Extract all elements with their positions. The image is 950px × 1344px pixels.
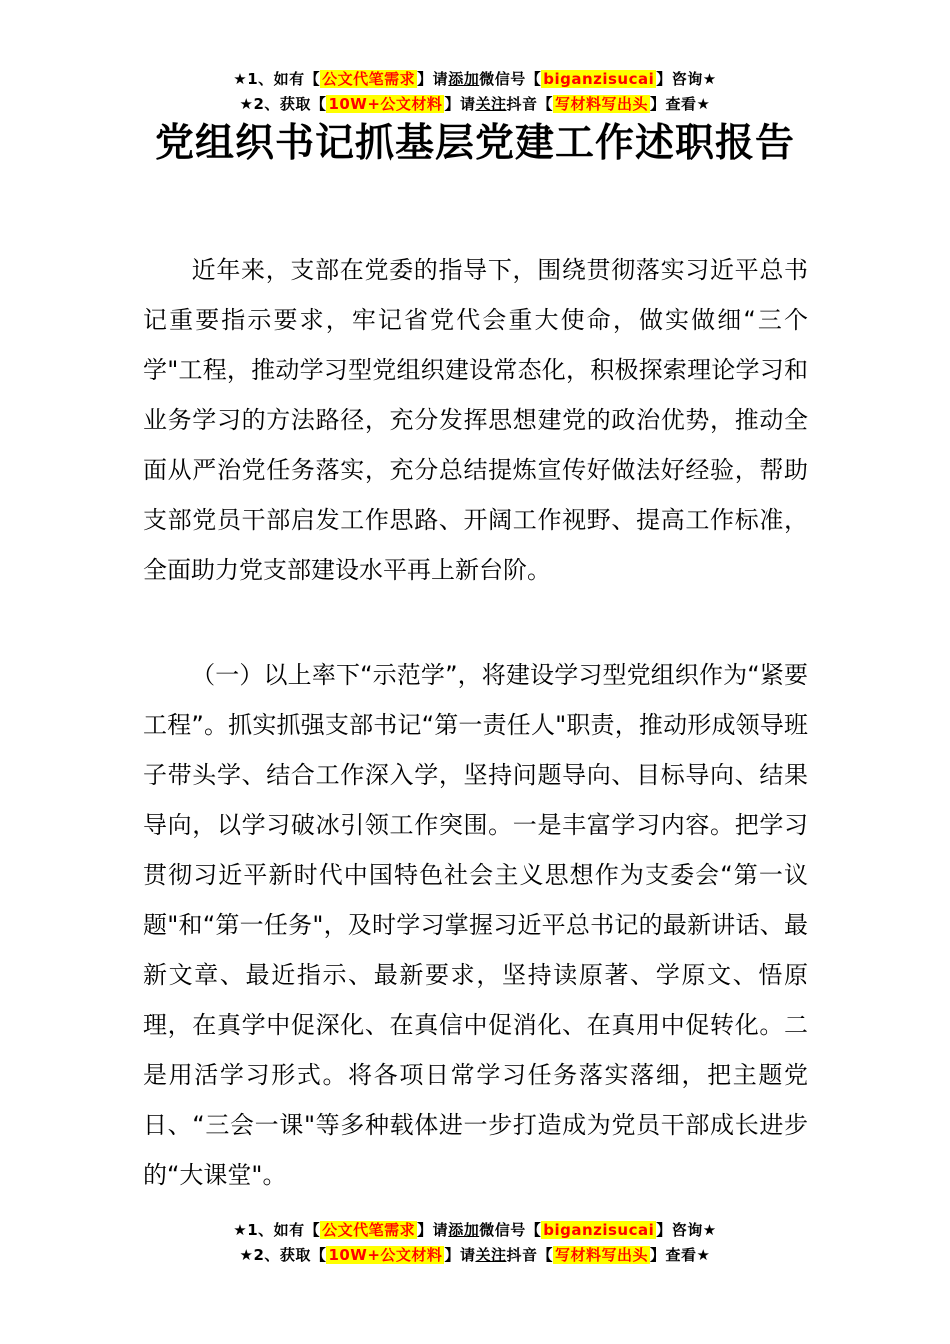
banner-text: ★1、如有【 (233, 70, 321, 88)
banner-text: 】请 (417, 1221, 449, 1239)
banner-highlight: 公文代笔需求 (322, 70, 416, 88)
document-title: 党组织书记抓基层党建工作述职报告 (154, 121, 795, 166)
banner-text: 抖音【 (506, 1246, 553, 1264)
banner-text: 】请 (417, 70, 449, 88)
banner-text: 】查看★ (650, 95, 711, 113)
banner-text: 】请 (444, 1246, 476, 1264)
banner-line-1 (0, 1218, 950, 1243)
banner-underlined-text: 关注 (475, 95, 507, 113)
paragraph-section-1 (143, 650, 808, 1200)
banner-text: ★2、获取【 (239, 1246, 327, 1264)
banner-text: ★2、获取【 (239, 95, 327, 113)
paragraph-intro (143, 245, 808, 595)
banner-text: 】查看★ (650, 1246, 711, 1264)
banner-underlined-text: 关注 (475, 1246, 507, 1264)
banner-highlight-wechat-id: biganzisucai (543, 70, 655, 88)
banner-line-2 (0, 92, 950, 117)
paragraph-text: （一）以上率下“示范学”，将建设学习型党组织作为“紧要工程”。抓实抓强支部书记“第一责任人"职责，推动形成领导班子带头学、结合工作深入学，坚持问题导向、目标导向、结果导向，以学习破冰引领工作突围。一是丰富学习内容。把学习贯彻习近平新时代中国特色社会主义思想作为支委会“第一议题"和“第一任务"，及时学习掌握习近平总书记的最新讲话、最新文章、最近指示、最新要求，坚持读原著、学原文、悟原理，在真学中促深化、在真信中促消化、在真用中促转化。二是用活学习形式。将各项日常学习任务落实落细，把主题党日、“三会一课"等多种载体进一步打造成为党员干部成长进步的“大课堂"。 (143, 661, 808, 1189)
banner-text: 】请 (444, 95, 476, 113)
banner-text: 】咨询★ (656, 70, 717, 88)
banner-underlined-text: 添加 (448, 70, 480, 88)
banner-highlight: 10W+公文材料 (328, 1246, 443, 1264)
banner-text: 微信号【 (479, 70, 542, 88)
banner-text: ★1、如有【 (233, 1221, 321, 1239)
bottom-banner (0, 1218, 950, 1268)
top-banner (0, 67, 950, 117)
banner-text: 】咨询★ (656, 1221, 717, 1239)
banner-line-2 (0, 1243, 950, 1268)
banner-text: 微信号【 (479, 1221, 542, 1239)
banner-highlight-douyin: 写材料写出头 (554, 95, 648, 113)
banner-highlight-douyin: 写材料写出头 (554, 1246, 648, 1264)
banner-highlight: 公文代笔需求 (322, 1221, 416, 1239)
banner-line-1 (0, 67, 950, 92)
banner-underlined-text: 添加 (448, 1221, 480, 1239)
banner-highlight-wechat-id: biganzisucai (543, 1221, 655, 1239)
banner-text: 抖音【 (506, 95, 553, 113)
banner-highlight: 10W+公文材料 (328, 95, 443, 113)
paragraph-text: 近年来，支部在党委的指导下，围绕贯彻落实习近平总书记重要指示要求，牢记省党代会重大使命，做实做细“三个学"工程，推动学习型党组织建设常态化，积极探索理论学习和业务学习的方法路径，充分发挥思想建党的政治优势，推动全面从严治党任务落实，充分总结提炼宣传好做法好经验，帮助支部党员干部启发工作思路、开阔工作视野、提高工作标准，全面助力党支部建设水平再上新台阶。 (143, 256, 808, 584)
